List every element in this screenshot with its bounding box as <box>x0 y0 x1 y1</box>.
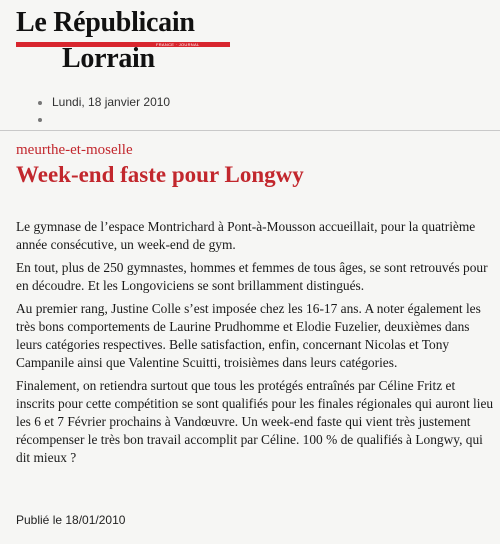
article-date: Lundi, 18 janvier 2010 <box>34 94 170 111</box>
logo-line-1: Le Républicain <box>16 7 195 38</box>
paragraph: En tout, plus de 250 gymnastes, hommes et femmes de tous âges, se sont retrouvés pour en découdre. Et les Longoviciens se sont brillamment distingués. <box>16 260 488 293</box>
section-label[interactable]: meurthe-et-moselle <box>16 142 133 158</box>
divider <box>0 130 500 131</box>
article-meta <box>34 94 170 128</box>
meta-empty-item <box>34 111 170 128</box>
published-date: Publié le 18/01/2010 <box>16 513 126 527</box>
logo-line-2: Lorrain <box>62 43 155 74</box>
logo-tagline: FRANCE · JOURNAL <box>156 42 200 47</box>
paragraph: Le gymnase de l’espace Montrichard à Pont-à-Mousson accueillait, pour la quatrième année consécutive, un week-end de gym. <box>16 219 476 252</box>
article-title: Week-end faste pour Longwy <box>16 162 304 187</box>
article-body <box>16 218 494 472</box>
paragraph: Finalement, on retiendra surtout que tous les protégés entraînés par Céline Fritz et inscrits pour cette compétition se sont qualifiés pour les finales régionales qui auront lieu les 6 et 7 Février prochains à Vandœuvre. Un week-end faste qui vient très justement récompenser le très bon travail accomplit par Céline. 100 % de qualifiés à Longwy, qui dit mieux ? <box>16 378 494 465</box>
paragraph: Au premier rang, Justine Colle s’est imposée chez les 16-17 ans. A noter également les très bons comportements de Laurine Prudhomme et Elodie Fuzelier, deuxièmes dans leurs catégories respectives. Belle satisfaction, enfin, concernant Nicolas et Tony Campanile ainsi que Valentine Scuitti, troisièmes dans leurs catégories. <box>16 301 481 370</box>
